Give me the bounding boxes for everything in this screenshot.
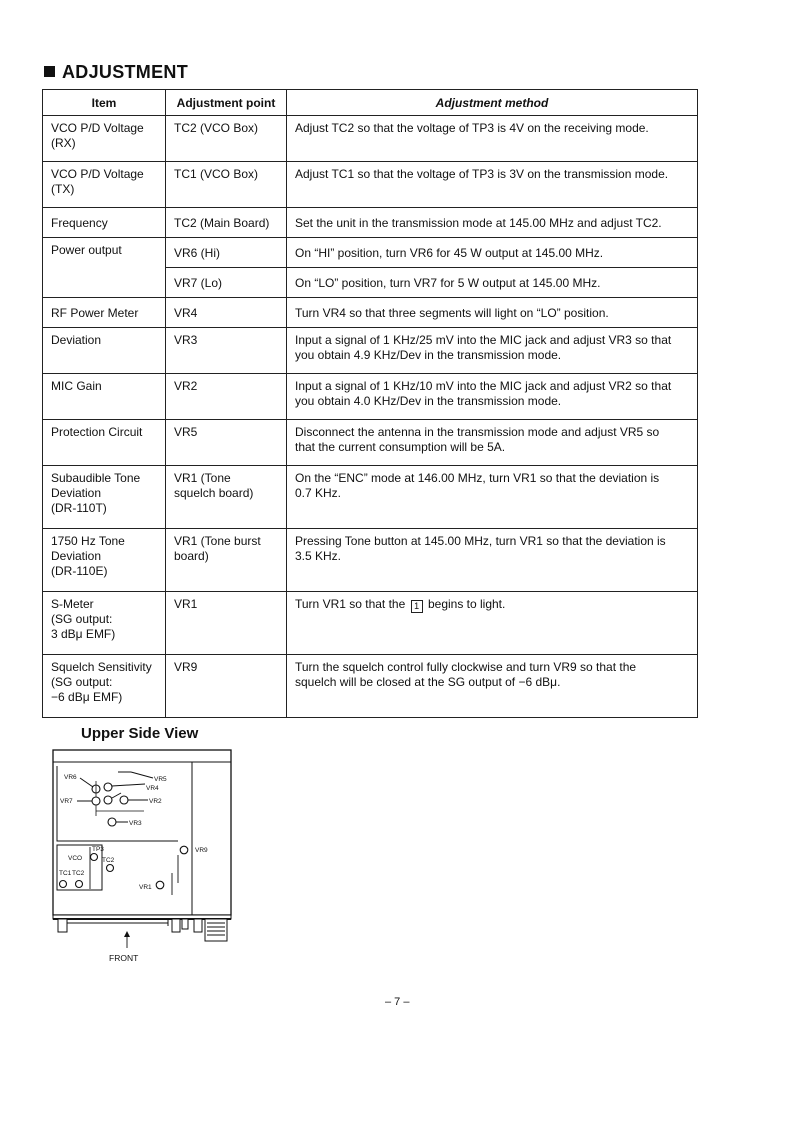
cell-text-line: 3.5 KHz.	[295, 549, 342, 563]
front-label: FRONT	[109, 953, 139, 963]
table-row	[43, 420, 698, 466]
cell-text-line: Subaudible Tone	[51, 471, 141, 485]
table-row	[43, 592, 698, 655]
vr6-label: VR6	[64, 774, 77, 781]
cell-text-line: Set the unit in the transmission mode at 145.00 MHz and adjust TC2.	[295, 215, 662, 230]
method-cell	[287, 466, 698, 529]
page-number: – 7 –	[385, 996, 410, 1008]
vr1-label: VR1	[139, 884, 152, 891]
table-header-row	[43, 90, 698, 116]
table-row	[43, 162, 698, 208]
cell-text-line: On the “ENC” mode at 146.00 MHz, turn VR1 so that the deviation is	[295, 471, 660, 485]
square-bullet-icon	[44, 66, 55, 77]
item-cell	[43, 466, 166, 529]
point-cell	[166, 592, 287, 655]
cell-text-line: Pressing Tone button at 145.00 MHz, turn VR1 so that the deviation is	[295, 534, 666, 548]
cell-text-line: Input a signal of 1 KHz/25 mV into the MIC jack and adjust VR3 so that	[295, 333, 672, 347]
tc2b-label: TC2	[72, 870, 85, 877]
cell-text-line: −6 dBμ EMF)	[51, 690, 123, 704]
method-cell	[287, 268, 698, 298]
table-row	[43, 328, 698, 374]
cell-text-line: VR3	[174, 333, 198, 347]
method-cell	[287, 238, 698, 268]
vr2-label: VR2	[149, 798, 162, 805]
item-cell	[43, 529, 166, 592]
cell-text-line: Frequency	[51, 215, 108, 230]
cell-text-fragment: Turn VR1 so that the	[295, 597, 406, 611]
vr4-label: VR4	[146, 785, 159, 792]
item-cell	[43, 162, 166, 208]
cell-text-line: Power output	[51, 243, 122, 257]
cell-text-line: TC1 (VCO Box)	[174, 167, 259, 181]
table-row	[43, 298, 698, 328]
segment-lamp-icon: 1	[411, 600, 423, 613]
cell-text-line: TC2 (Main Board)	[174, 215, 270, 230]
cell-text-line: squelch will be closed at the SG output of −6 dBμ.	[295, 675, 561, 689]
method-cell	[287, 529, 698, 592]
cell-text-line: VR5	[174, 425, 198, 439]
cell-text-line: squelch board)	[174, 486, 254, 500]
cell-text-line: board)	[174, 549, 209, 563]
header-item: Item	[43, 90, 166, 116]
item-cell	[43, 238, 166, 298]
table-row	[43, 208, 698, 238]
cell-text-line: (SG output:	[51, 612, 113, 626]
vr7-label: VR7	[60, 798, 73, 805]
cell-text-line: VR4	[174, 305, 198, 320]
point-cell	[166, 328, 287, 374]
cell-text-line: Adjust TC2 so that the voltage of TP3 is 4V on the receiving mode.	[295, 121, 649, 135]
cell-text-line: Deviation	[51, 486, 102, 500]
tc1-label: TC1	[59, 870, 72, 877]
cell-text-line: Turn the squelch control fully clockwise and turn VR9 so that the	[295, 660, 637, 674]
cell-text-line: (SG output:	[51, 675, 113, 689]
cell-text-line: you obtain 4.0 KHz/Dev in the transmission mode.	[295, 394, 562, 408]
cell-text-line: TC2 (VCO Box)	[174, 121, 259, 135]
cell-text-line: Protection Circuit	[51, 425, 143, 439]
item-cell	[43, 116, 166, 162]
point-cell	[166, 268, 287, 298]
method-cell	[287, 592, 698, 655]
method-cell	[287, 328, 698, 374]
point-cell	[166, 298, 287, 328]
cell-text-fragment: begins to light.	[427, 597, 506, 611]
cell-text-line: 0.7 KHz.	[295, 486, 342, 500]
point-cell	[166, 238, 287, 268]
cell-text-line: VR9	[174, 660, 198, 674]
header-adjustment-point: Adjustment point	[166, 90, 287, 116]
section-heading-text: ADJUSTMENT	[62, 62, 189, 82]
point-cell	[166, 208, 287, 238]
point-cell	[166, 529, 287, 592]
point-cell	[166, 374, 287, 420]
cell-text-line: MIC Gain	[51, 379, 102, 393]
cell-text-line: Squelch Sensitivity	[51, 660, 152, 674]
method-cell	[287, 116, 698, 162]
cell-text-line: Adjust TC1 so that the voltage of TP3 is 3V on the transmission mode.	[295, 167, 669, 181]
cell-text-line: that the current consumption will be 5A.	[295, 440, 506, 454]
item-cell	[43, 328, 166, 374]
vr5-label: VR5	[154, 776, 167, 783]
cell-text-line: VR1 (Tone burst	[174, 534, 261, 548]
cell-text-line: VR6 (Hi)	[174, 245, 221, 260]
method-cell	[287, 298, 698, 328]
method-cell	[287, 655, 698, 718]
table-row	[43, 529, 698, 592]
cell-text-line: VR1	[174, 597, 198, 611]
upper-side-view-diagram	[50, 743, 240, 968]
method-cell	[287, 208, 698, 238]
cell-text-line: VCO P/D Voltage	[51, 121, 144, 135]
item-cell	[43, 298, 166, 328]
cell-text-line: 3 dBμ EMF)	[51, 627, 116, 641]
vr9-label: VR9	[195, 847, 208, 854]
cell-text-line: Turn VR4 so that three segments will light on “LO” position.	[295, 305, 609, 320]
cell-text-line: Deviation	[51, 549, 102, 563]
vco-label: VCO	[68, 855, 83, 862]
cell-text-line: (RX)	[51, 136, 76, 150]
table-row	[43, 374, 698, 420]
table-row	[43, 238, 698, 268]
cell-text-line: VR2	[174, 379, 198, 393]
diagram-title: Upper Side View	[81, 725, 199, 742]
item-cell	[43, 592, 166, 655]
method-cell	[287, 374, 698, 420]
item-cell	[43, 420, 166, 466]
cell-text-line: 1750 Hz Tone	[51, 534, 125, 548]
header-adjustment-method: Adjustment method	[287, 90, 698, 116]
cell-text-line: S-Meter	[51, 597, 94, 611]
table-row	[43, 116, 698, 162]
cell-text-line: Disconnect the antenna in the transmission mode and adjust VR5 so	[295, 425, 660, 439]
cell-text-line: (TX)	[51, 182, 75, 196]
point-cell	[166, 420, 287, 466]
vr3-label: VR3	[129, 820, 142, 827]
cell-text-line: VR1 (Tone	[174, 471, 231, 485]
cell-text-line: Input a signal of 1 KHz/10 mV into the MIC jack and adjust VR2 so that	[295, 379, 672, 393]
cell-text-line: RF Power Meter	[51, 305, 139, 320]
cell-text-line: (DR-110T)	[51, 501, 107, 515]
cell-text-line: Deviation	[51, 333, 102, 347]
cell-text-line: you obtain 4.9 KHz/Dev in the transmission mode.	[295, 348, 562, 362]
point-cell	[166, 466, 287, 529]
tc2-label: TC2	[102, 857, 115, 864]
cell-text-line: VCO P/D Voltage	[51, 167, 144, 181]
item-cell	[43, 655, 166, 718]
adjustment-table	[42, 89, 698, 718]
cell-text-line: On “LO” position, turn VR7 for 5 W output at 145.00 MHz.	[295, 275, 601, 290]
section-heading	[44, 62, 188, 83]
table-row	[43, 466, 698, 529]
point-cell	[166, 116, 287, 162]
item-cell	[43, 208, 166, 238]
item-cell	[43, 374, 166, 420]
method-cell	[287, 420, 698, 466]
point-cell	[166, 162, 287, 208]
cell-text-line: On “HI” position, turn VR6 for 45 W output at 145.00 MHz.	[295, 245, 604, 260]
tp3-label: TP3	[92, 846, 104, 853]
point-cell	[166, 655, 287, 718]
table-row	[43, 655, 698, 718]
cell-text-line: VR7 (Lo)	[174, 275, 223, 290]
cell-text-line: (DR-110E)	[51, 564, 108, 578]
method-cell	[287, 162, 698, 208]
